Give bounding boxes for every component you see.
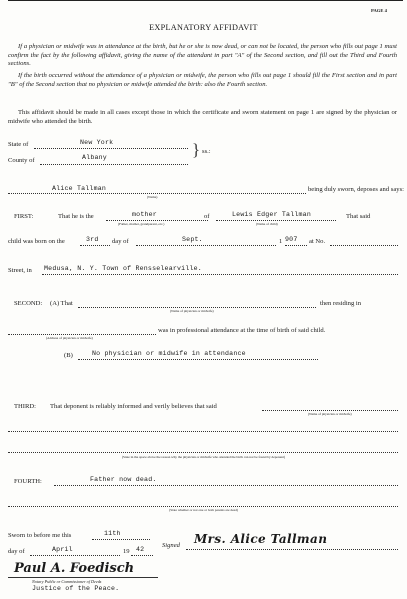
second-b-label: (B) <box>64 352 73 359</box>
notary-signature: Paul A. Foedisch <box>14 561 135 576</box>
third-text: That deponent is reliably informed and verily believes that said <box>50 403 217 410</box>
place-value: Medusa, N. Y. Town of Rensselearville. <box>44 265 202 272</box>
notary-title: Justice of the Peace. <box>32 585 120 592</box>
birth-day-line <box>80 245 110 246</box>
page-label: PAGE 4 <box>371 8 387 13</box>
physician-name-caption: (Name of physician or midwife) <box>170 309 214 313</box>
fourth-line <box>54 485 398 486</box>
venue-brace: } <box>192 140 201 159</box>
attendance-text: was in professional attendance at the time of birth of said child. <box>158 327 326 334</box>
instruction-paragraph-1: If a physician or midwife was in attendance at the birth, but he or she is now dead, or can not be located, the person who fills out page 1 must confirm the fact by the following affidavit, giving the name of the attendant in part "A" of the Second section, and fill out the Third and Fourth sections. <box>8 43 397 68</box>
deponent-suffix: being duly sworn, deposes and says: <box>308 186 404 193</box>
fourth-value: Father now dead. <box>90 476 157 483</box>
sworn-month-value: April <box>52 546 73 553</box>
birth-year-prefix: 1 <box>279 238 283 245</box>
third-reason-caption: (State in the space above the reason why the physician or midwife who attended the birth can not be found by deponent) <box>121 455 286 459</box>
sworn-label: Sworn to before me this <box>8 532 72 539</box>
third-label: THIRD: <box>14 403 36 410</box>
street-label: Street, in <box>8 267 32 274</box>
sworn-day-line <box>92 539 150 540</box>
county-value: Albany <box>82 154 107 161</box>
first-text: That he is the <box>58 213 94 220</box>
first-label: FIRST: <box>14 213 34 220</box>
state-label: State of <box>8 141 29 148</box>
top-border <box>8 0 403 1</box>
physician-address-caption: (Address of physician or midwife) <box>46 336 93 340</box>
instruction-paragraph-2: If the birth occurred without the attendance of a physician or midwife, the person who fills out page 1 should fill the First section and in part "B" of the Second section that no physician or midwife attended the birth: also the Fourth section. <box>8 72 397 88</box>
child-name-caption: (Name of child) <box>256 222 278 226</box>
birth-year-line <box>285 245 307 246</box>
sworn-day-value: 11th <box>104 530 121 537</box>
at-no-text: at No. <box>309 238 326 245</box>
state-line <box>34 148 188 149</box>
signed-label: Signed <box>162 542 180 549</box>
street-number-line <box>330 245 398 246</box>
place-line <box>42 274 398 275</box>
third-reason-line-2 <box>8 452 398 453</box>
third-name-line <box>262 410 398 411</box>
birth-month-value: Sept. <box>182 236 203 243</box>
third-reason-line-1 <box>8 431 398 432</box>
birth-year-value: 907 <box>285 236 298 243</box>
that-said-text: That said <box>346 213 371 220</box>
county-line <box>40 164 188 165</box>
fourth-label: FOURTH: <box>14 478 42 485</box>
physician-name-line <box>78 307 316 308</box>
affidavit-title: EXPLANATORY AFFIDAVIT <box>149 23 258 32</box>
residing-text: then residing in <box>320 300 362 307</box>
second-b-value: No physician or midwife in attendance <box>92 350 246 357</box>
second-b-line <box>78 359 318 360</box>
birth-day-value: 3rd <box>86 236 99 243</box>
second-label: SECOND: <box>14 300 43 307</box>
second-a-label: (A) That <box>50 300 73 307</box>
child-name-value: Lewis Edger Tallman <box>232 211 311 218</box>
deponent-name: Alice Tallman <box>52 185 107 192</box>
third-name-caption: (Name of physician or midwife) <box>308 412 352 416</box>
deponent-line <box>8 193 306 194</box>
sworn-month-line <box>30 555 120 556</box>
relation-line <box>106 220 208 221</box>
notary-caption: Notary Public or Commissioner of Deeds <box>32 579 102 584</box>
deponent-signature: Mrs. Alice Tallman <box>194 532 328 546</box>
child-name-line <box>216 220 336 221</box>
born-text: child was born on the <box>8 238 65 245</box>
birth-day-of-text: day of <box>112 238 129 245</box>
sworn-year-line <box>131 555 153 556</box>
state-value: New York <box>80 139 114 146</box>
county-label: County of <box>8 157 35 164</box>
ss-label: ss.: <box>202 148 211 155</box>
fourth-line-2 <box>8 506 398 507</box>
birth-month-line <box>136 245 276 246</box>
deponent-name-caption: (Name) <box>147 195 158 199</box>
instruction-paragraph-3: This affidavit should be made in all cases except those in which the certificate and sworn statement on page 1 are signed by the physician or midwife who attended the birth. <box>8 109 397 125</box>
of-text: of <box>204 213 210 220</box>
signature-line <box>186 549 398 550</box>
fourth-caption: (State whether or not one or both parents are dead) <box>169 508 238 512</box>
notary-line <box>8 577 158 578</box>
sworn-year-value: 42 <box>136 546 145 553</box>
physician-address-line <box>8 334 156 335</box>
relation-caption: (Father, mother, grandparent, etc.) <box>118 222 165 226</box>
sworn-day-of-text: day of <box>8 548 25 555</box>
sworn-year-prefix: 19 <box>123 548 130 555</box>
relation-value: mother <box>132 211 157 218</box>
